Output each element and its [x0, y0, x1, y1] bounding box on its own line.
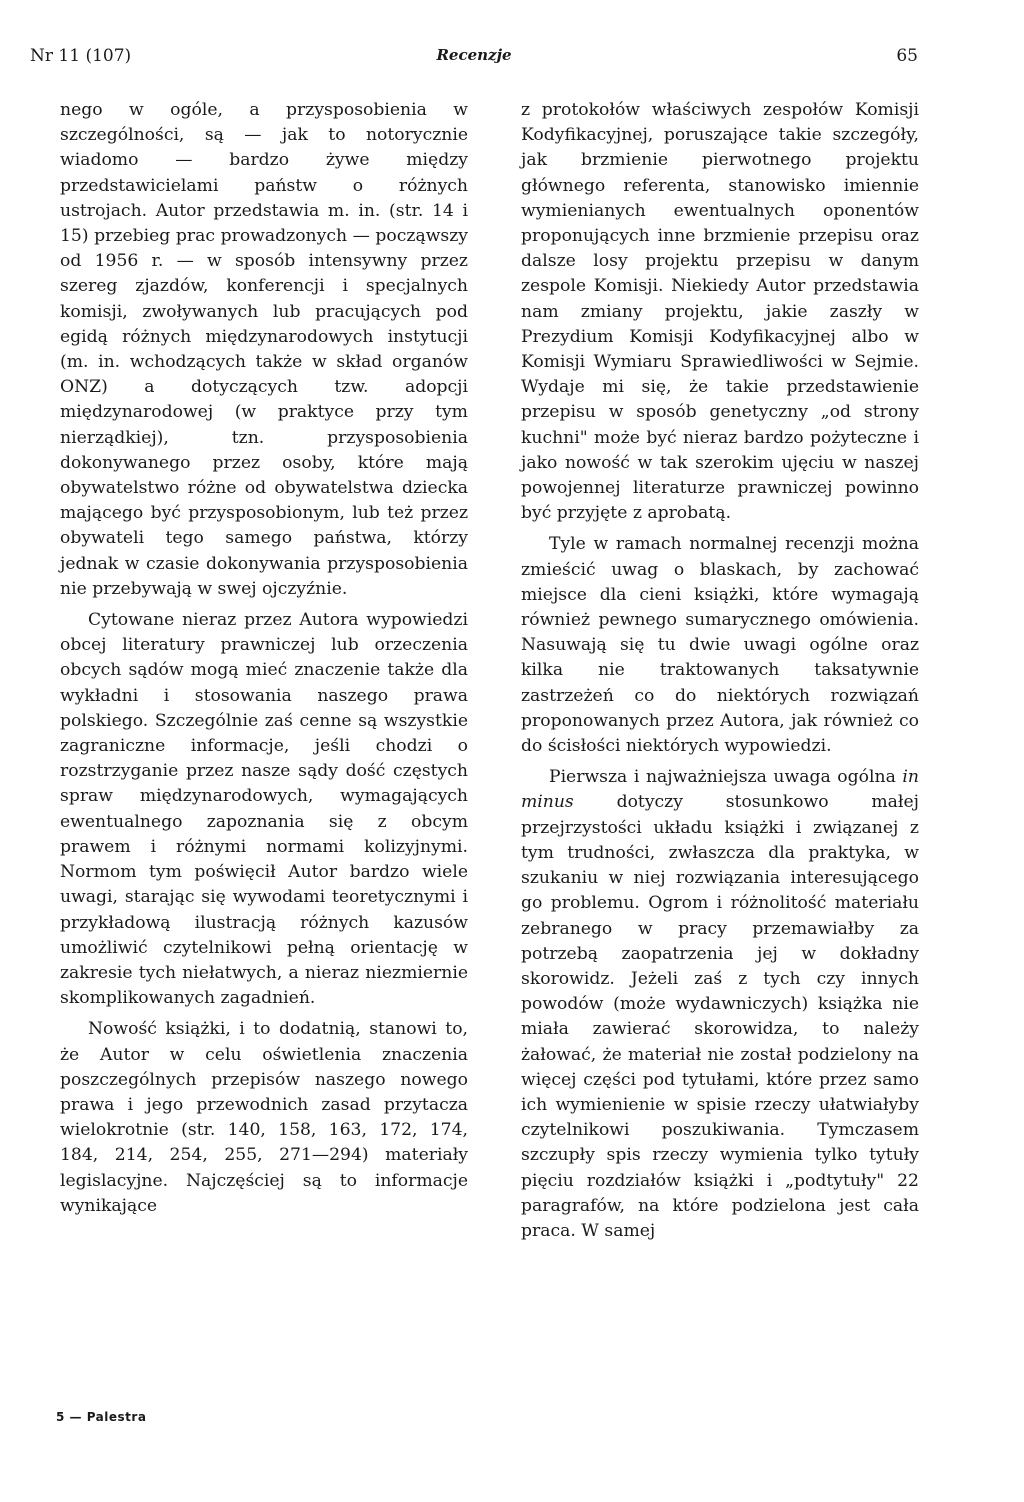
issue-number: Nr 11 (107) [30, 46, 132, 66]
section-title: Recenzje [436, 46, 512, 64]
paragraph: Tyle w ramach normalnej recenzji można zmieścić uwag o blaskach, by zachować miejsce dla cieni książki, które wymagają również pewnego sumarycznego omówienia. Nasuwają się tu dwie uwagi ogólne oraz kilka nie traktowanych taksatywnie zastrzeżeń co do niektórych rozwiązań proponowanych przez Autora, jak również co do ścisłości niektórych wypowiedzi. [521, 534, 919, 757]
paragraph: Nowość książki, i to dodatnią, stanowi to, że Autor w celu oświetlenia znaczenia poszczególnych przepisów naszego nowego prawa i jego przewodnich zasad przytacza wielokrotnie (str. 140, 158, 163, 172, 174, 184, 214, 254, 255, 271—294) materiały legislacyjne. Najczęściej są to informacje wynikające [60, 1019, 468, 1216]
left-column [60, 98, 468, 1225]
page-number: 65 [896, 46, 918, 66]
text-run: dotyczy stosunkowo małej przejrzystości układu książki i związanej z tym trudności, zwłaszcza dla praktyka, w szukaniu w niej rozwiązania interesującego go problemu. Ogrom i różnolitość materiału zebranego w pracy przemawiałby za potrzebą zaopatrzenia jej w dokładny skorowidz. Jeżeli zaś z tych czy innych powodów (może wydawniczych) książka nie miała zawierać skorowidza, to należy żałować, że materiał nie został podzielony na więcej części pod tytułami, które przez samo ich wymienienie w spisie rzeczy ułatwiałyby czytelnikowi poszukiwania. Tymczasem szczupły spis rzeczy wymienia tylko tytuły pięciu rozdziałów książki i „podtytuły" 22 paragrafów, na które podzielona jest cała praca. W samej [521, 792, 919, 1241]
page-footer: 5 — Palestra [56, 1410, 147, 1424]
right-column [521, 98, 919, 1250]
paragraph [521, 765, 919, 1244]
paragraph: Cytowane nieraz przez Autora wypowiedzi obcej literatury prawniczej lub orzeczenia obcych sądów mogą mieć znaczenie także dla wykładni i stosowania naszego prawa polskiego. Szczególnie zaś cenne są wszystkie zagraniczne informacje, jeśli chodzi o rozstrzyganie przez nasze sądy dość częstych spraw międzynarodowych, wymagających ewentualnego zapoznania się z obcym prawem i różnymi normami kolizyjnymi. Normom tym poświęcił Autor bardzo wiele uwagi, starając się wywodami teoretycznymi i przykładową ilustracją różnych kazusów umożliwić czytelnikowi pełną orientację w zakresie tych niełatwych, a nieraz niezmiernie skomplikowanych zagadnień. [60, 610, 468, 1009]
text-run: Pierwsza i najważniejsza uwaga ogólna [549, 767, 896, 788]
page-header [30, 46, 918, 72]
italic-phrase: in minus [521, 767, 919, 813]
paragraph: nego w ogóle, a przysposobienia w szczególności, są — jak to notorycznie wiadomo — bardzo żywe między przedstawicielami państw o różnych ustrojach. Autor przedstawia m. in. (str. 14 i 15) przebieg prac prowadzonych — począwszy od 1956 r. — w sposób intensywny przez szereg zjazdów, konferencji i specjalnych komisji, zwoływanych lub pracujących pod egidą różnych międzynarodowych instytucji (m. in. wchodzących także w skład organów ONZ) a dotyczących tzw. adopcji międzynarodowej (w praktyce przy tym nierządkiej), tzn. przysposobienia dokonywanego przez osoby, które mają obywatelstwo różne od obywatelstwa dziecka mającego być przysposobionym, lub też przez obywateli tego samego państwa, którzy jednak w czasie dokonywania przysposobienia nie przebywają w swej ojczyźnie. [60, 100, 468, 599]
paragraph: z protokołów właściwych zespołów Komisji Kodyfikacyjnej, poruszające takie szczegóły, jak brzmienie pierwotnego projektu głównego referenta, stanowisko imiennie wymienianych ewentualnych oponentów proponujących inne brzmienie przepisu oraz dalsze losy projektu przepisu w danym zespole Komisji. Niekiedy Autor przedstawia nam zmiany projektu, jakie zaszły w Prezydium Komisji Kodyfikacyjnej albo w Komisji Wymiaru Sprawiedliwości w Sejmie. Wydaje mi się, że takie przedstawienie przepisu w sposób genetyczny „od strony kuchni" może być nieraz bardzo pożyteczne i jako nowość w tak szerokim ujęciu w naszej powojennej literaturze prawniczej powinno być przyjęte z aprobatą. [521, 100, 919, 524]
